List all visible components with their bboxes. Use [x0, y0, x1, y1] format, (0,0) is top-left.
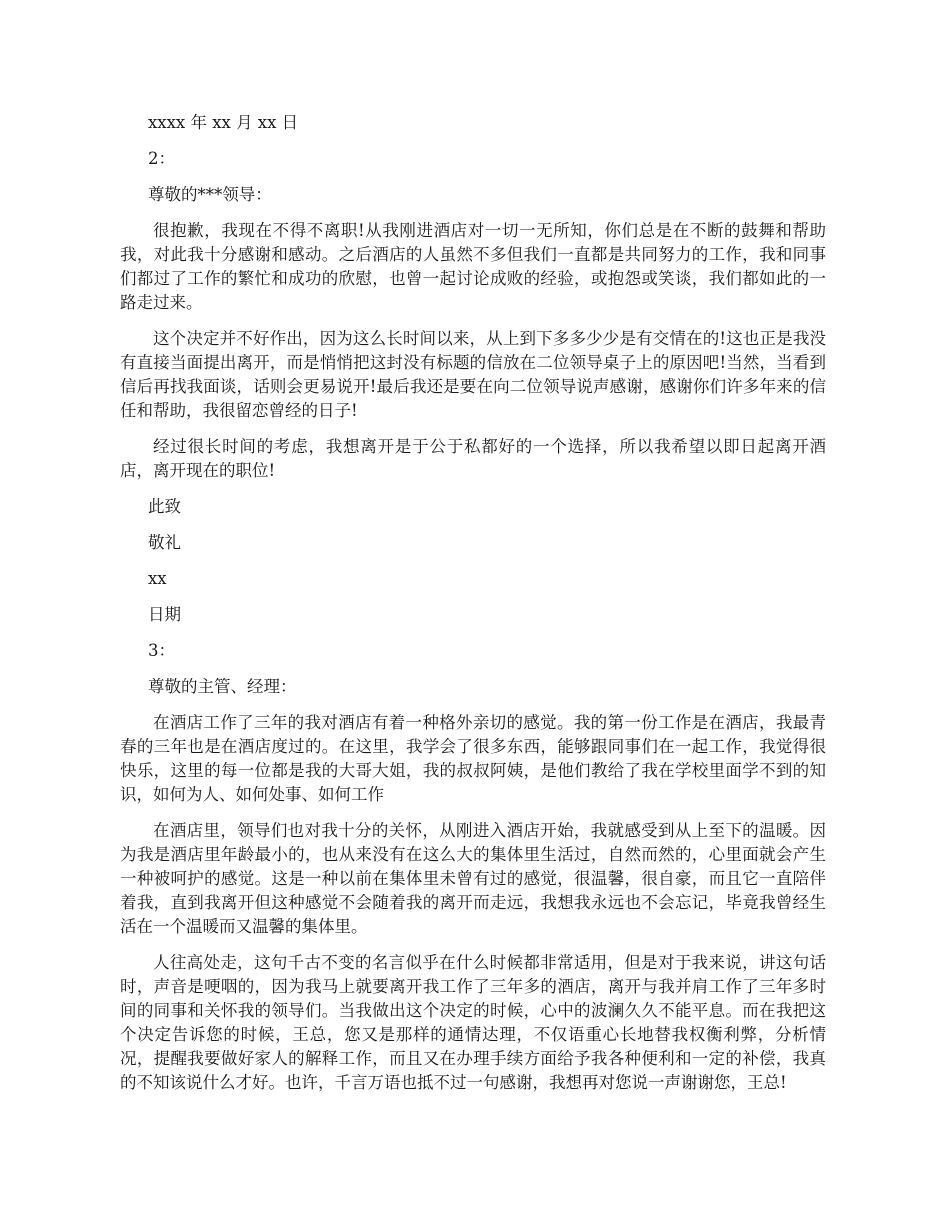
paragraph: 人往高处走，这句千古不变的名言似乎在什么时候都非常适用，但是对于我来说，讲这句话时，声音是哽咽的，因为我马上就要离开我工作了三年多的酒店，离开与我并肩工作了三年多时间的同事和关怀我的领导们。当我做出这个决定的时候，心中的波澜久久不能平息。而在我把这个决定告诉您的时候，王总，您又是那样的通情达理，不仅语重心长地替我权衡利弊，分析情况，提醒我要做好家人的解释工作，而且又在办理手续方面给予我各种便利和一定的补偿，我真的不知该说什么才好。也许，千言万语也抵不过一句感谢，我想再对您说一声谢谢您，王总! — [120, 953, 826, 1092]
closing-line-1: 此致 — [148, 497, 181, 516]
paragraph: 在酒店工作了三年的我对酒店有着一种格外亲切的感觉。我的第一份工作是在酒店，我最青春的三年也是在酒店度过的。在这里，我学会了很多东西，能够跟同事们在一起工作，我觉得很快乐，这里的每一位都是我的大哥大姐，我的叔叔阿姨，是他们教给了我在学校里面学不到的知识，如何为人、如何处事、如何工作 — [120, 713, 826, 804]
closing-line-2: 敬礼 — [148, 533, 181, 552]
paragraph: 这个决定并不好作出，因为这么长时间以来，从上到下多多少少是有交情在的!这也正是我没有直接当面提出离开，而是悄悄把这封没有标题的信放在二位领导桌子上的原因吧!当然，当看到信后再找我面谈，话则会更易说开!最后我还是要在向二位领导说声感谢，感谢你们许多年来的信任和帮助，我很留恋曾经的日子! — [120, 329, 826, 420]
section-number-3: 3： — [148, 641, 175, 660]
salutation-3: 尊敬的主管、经理： — [148, 677, 297, 696]
letter-date: xxxx 年 xx 月 xx 日 — [148, 113, 299, 132]
date-label: 日期 — [148, 605, 181, 624]
signature: xx — [148, 569, 167, 588]
salutation-2: 尊敬的***领导： — [148, 185, 272, 204]
paragraph: 很抱歉，我现在不得不离职!从我刚进酒店对一切一无所知，你们总是在不断的鼓舞和帮助我，对此我十分感谢和感动。之后酒店的人虽然不多但我们一直都是共同努力的工作，我和同事们都过了工作的繁忙和成功的欣慰，也曾一起讨论成败的经验，或抱怨或笑谈，我们都如此的一路走过来。 — [120, 221, 826, 312]
paragraph: 经过很长时间的考虑，我想离开是于公于私都好的一个选择，所以我希望以即日起离开酒店，离开现在的职位! — [120, 437, 826, 480]
paragraph: 在酒店里，领导们也对我十分的关怀，从刚进入酒店开始，我就感受到从上至下的温暖。因为我是酒店里年龄最小的，也从来没有在这么大的集体里生活过，自然而然的，心里面就会产生一种被呵护的感觉。这是一种以前在集体里未曾有过的感觉，很温馨，很自豪，而且它一直陪伴着我，直到我离开但这种感觉不会随着我的离开而走远，我想我永远也不会忘记，毕竟我曾经生活在一个温暖而又温馨的集体里。 — [120, 821, 826, 936]
section-number-2: 2： — [148, 149, 175, 168]
